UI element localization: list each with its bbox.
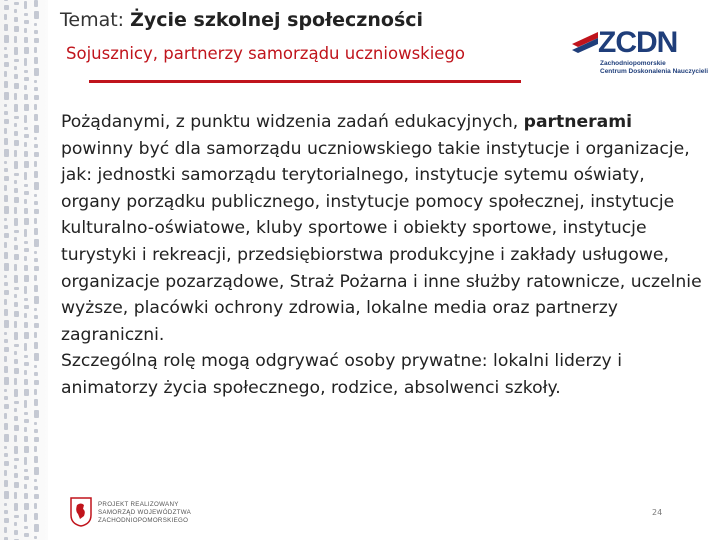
- decorative-strip-column: [14, 0, 20, 540]
- zcdn-logo-mark-icon: [572, 30, 598, 56]
- zcdn-logo: [570, 26, 709, 75]
- decorative-strip-column: [4, 0, 10, 540]
- logo-wordmark: ZCDN: [598, 26, 678, 59]
- logo-line-2: Centrum Doskonalenia Nauczycieli: [600, 68, 709, 75]
- p1-start: Pożądanymi, z punktu widzenia zadań edukacyjnych,: [61, 112, 524, 132]
- region-logo-line-1: PROJEKT REALIZOWANY: [98, 501, 179, 508]
- griffin-crest-icon: [70, 497, 92, 527]
- paragraph-partners: [61, 109, 706, 348]
- p1-rest: powinny być dla samorządu uczniowskiego takie instytucje i organizacje, jak: jednostki samorządu terytorialnego, instytucje sytemu oświaty, organy porządku publicznego, instytucje pomocy społecznej, instytucje kulturalno-oświatowe, kluby sportowe i obiekty sportowe, instytucje turystyki i rekreacji, przedsiębiorstwa produkcyjne i zakłady usługowe, organizacje pozarządowe, Straż Pożarna i inne służby ratownicze, uczelnie wyższe, placówki ochrony zdrowia, lokalne media oraz partnerzy zagraniczni.: [61, 138, 702, 345]
- decorative-strip-column: [34, 0, 40, 540]
- p1-bold-term: partnerami: [523, 112, 633, 132]
- decorative-side-strip: [0, 0, 48, 540]
- logo-line-1: Zachodniopomorskie: [600, 60, 666, 67]
- slide-title: [60, 9, 423, 31]
- slide-subtitle: Sojusznicy, partnerzy samorządu uczniowskiego: [66, 44, 466, 63]
- title-main: Życie szkolnej społeczności: [130, 9, 424, 31]
- body-text: [61, 109, 706, 402]
- decorative-strip-column: [24, 0, 30, 540]
- region-logo-line-3: ZACHODNIOPOMORSKIEGO: [98, 517, 189, 524]
- region-logo-line-2: SAMORZĄD WOJEWÓDZTWA: [98, 509, 192, 516]
- paragraph-private-persons: Szczególną rolę mogą odgrywać osoby prywatne: lokalni liderzy i animatorzy życia społecznego, rodzice, absolwenci szkoły.: [61, 351, 622, 398]
- title-divider: [89, 80, 521, 83]
- page-number: 24: [652, 508, 663, 517]
- title-prefix: Temat:: [60, 9, 131, 31]
- region-logo: [70, 495, 200, 531]
